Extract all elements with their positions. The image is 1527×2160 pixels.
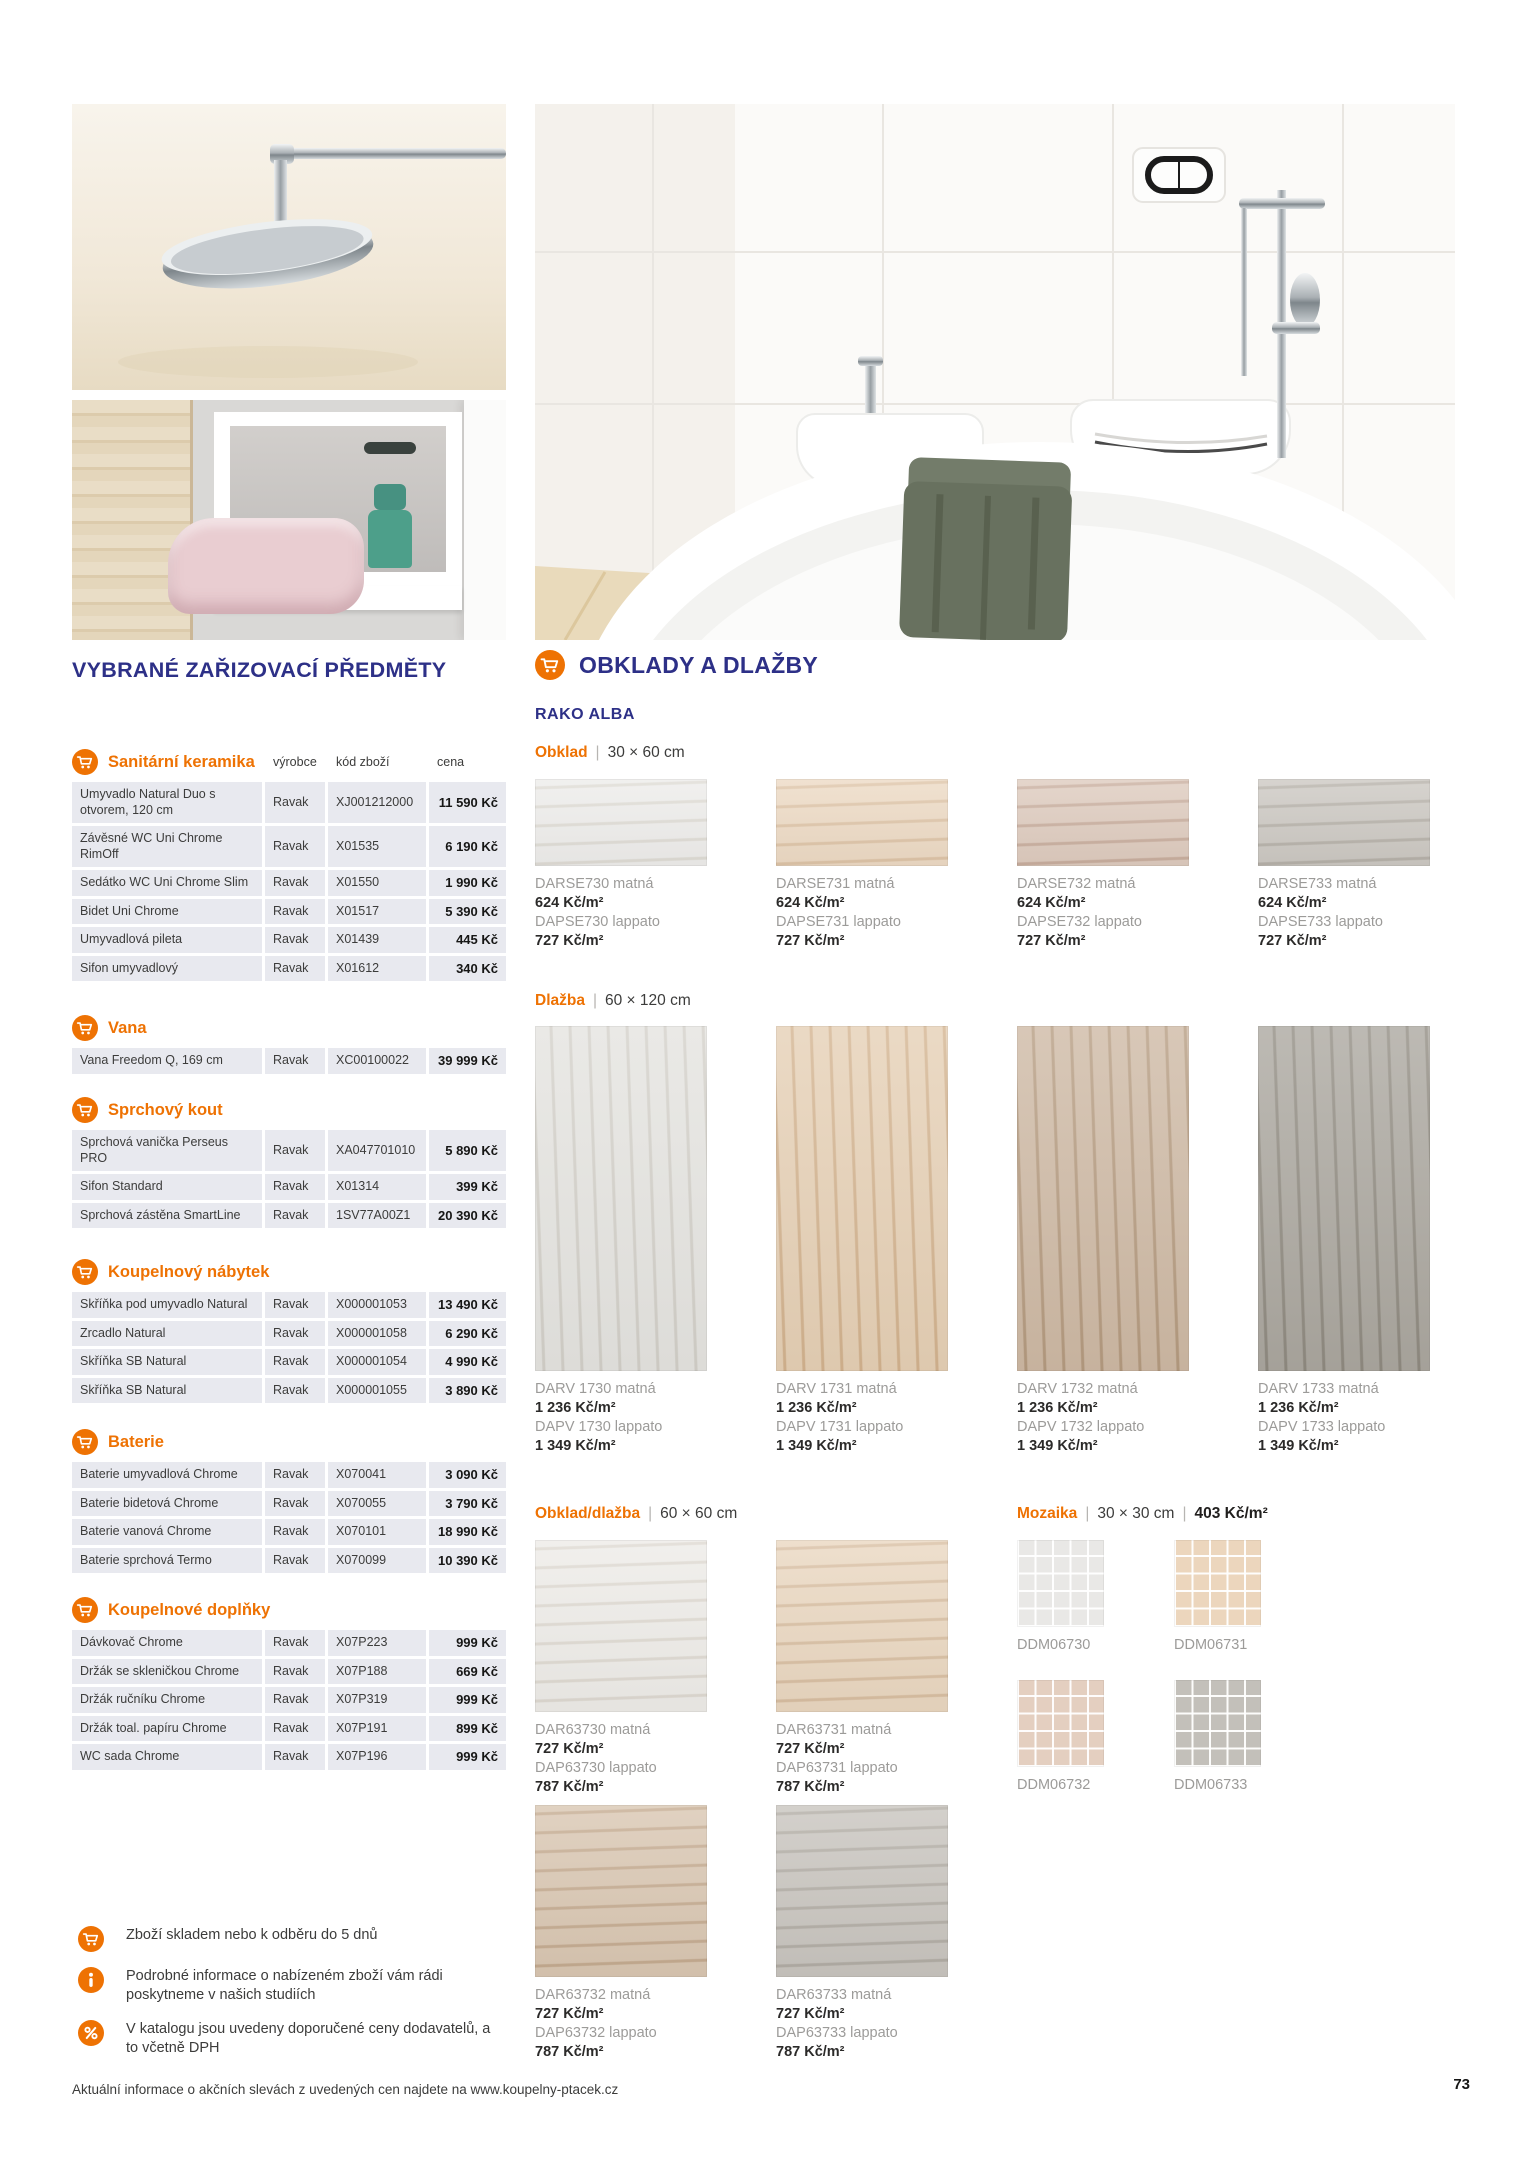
product-name: Sifon Standard xyxy=(72,1174,262,1200)
product-code: X070055 xyxy=(328,1491,426,1517)
photo-rain-shower xyxy=(72,104,506,390)
product-price: 11 590 Kč xyxy=(429,782,506,823)
tile-card xyxy=(776,1540,948,1797)
product-name: Vana Freedom Q, 169 cm xyxy=(72,1048,262,1074)
mosaic-row-2 xyxy=(1017,1680,1261,1795)
separator: | xyxy=(1085,1505,1090,1522)
product-code: X07P223 xyxy=(328,1630,426,1656)
product-manufacturer: Ravak xyxy=(265,1048,325,1074)
product-group-koupelnove-doplnky xyxy=(72,1596,506,1770)
cart-icon xyxy=(535,650,565,680)
mosaic-swatch xyxy=(1017,1680,1104,1767)
tile-price-lappato: 727 Kč/m² xyxy=(776,933,845,949)
legend-item-availability xyxy=(78,1926,558,1952)
product-price: 6 290 Kč xyxy=(429,1321,506,1347)
product-group-koupelnovy-nabytek xyxy=(72,1258,506,1403)
cart-icon xyxy=(72,1015,98,1041)
tile-price-lappato: 787 Kč/m² xyxy=(535,2044,604,2060)
product-name: Baterie sprchová Termo xyxy=(72,1548,262,1574)
table-row xyxy=(72,1378,506,1404)
mosaic-swatch xyxy=(1174,1540,1261,1627)
table-row xyxy=(72,927,506,953)
product-rows xyxy=(72,782,506,981)
product-manufacturer: Ravak xyxy=(265,899,325,925)
tile-code-matt: DAR63732 matná xyxy=(535,1987,651,2003)
tile-swatch xyxy=(776,1026,948,1371)
product-manufacturer: Ravak xyxy=(265,1716,325,1742)
product-manufacturer: Ravak xyxy=(265,1659,325,1685)
column-header-price: cena xyxy=(437,755,465,769)
product-price: 10 390 Kč xyxy=(429,1548,506,1574)
product-name: Držák se skleničkou Chrome xyxy=(72,1659,262,1685)
section-size: 60 × 60 cm xyxy=(660,1505,738,1522)
left-section-title: VYBRANÉ ZAŘIZOVACÍ PŘEDMĚTY xyxy=(72,658,447,682)
cart-icon xyxy=(72,1259,98,1285)
product-rows xyxy=(72,1048,506,1074)
pink-towel xyxy=(168,518,364,614)
tile-code-lappato: DAPSE730 lappato xyxy=(535,914,660,930)
table-row xyxy=(72,1519,506,1545)
separator: | xyxy=(595,744,600,761)
tile-code-matt: DARV 1732 matná xyxy=(1017,1381,1138,1397)
mosaic-code: DDM06732 xyxy=(1017,1777,1091,1793)
product-code: X07P319 xyxy=(328,1687,426,1713)
section-label: Mozaika xyxy=(1017,1505,1078,1522)
tile-price-lappato: 727 Kč/m² xyxy=(1258,933,1327,949)
product-price: 340 Kč xyxy=(429,956,506,982)
product-rows xyxy=(72,1130,506,1228)
section-heading-obklad-dlazba xyxy=(535,1505,737,1523)
product-price: 5 890 Kč xyxy=(429,1130,506,1171)
product-code: X01517 xyxy=(328,899,426,925)
tile-card xyxy=(1258,779,1430,951)
group-title: Koupelnový nábytek xyxy=(108,1262,270,1281)
product-code: X01314 xyxy=(328,1174,426,1200)
tile-swatch xyxy=(1017,779,1189,866)
tile-code-matt: DARSE733 matná xyxy=(1258,876,1377,892)
product-price: 18 990 Kč xyxy=(429,1519,506,1545)
product-name: Skříňka pod umyvadlo Natural xyxy=(72,1292,262,1318)
tile-swatch xyxy=(776,1540,948,1712)
product-manufacturer: Ravak xyxy=(265,1321,325,1347)
tile-row-obklad xyxy=(535,779,1430,951)
product-code: XA047701010 xyxy=(328,1130,426,1171)
photo-bathroom-scene xyxy=(535,104,1455,640)
product-rows xyxy=(72,1292,506,1403)
product-price: 999 Kč xyxy=(429,1687,506,1713)
tile-row-dlazba xyxy=(535,1026,1430,1456)
table-row xyxy=(72,1744,506,1770)
product-manufacturer: Ravak xyxy=(265,1462,325,1488)
product-name: Baterie umyvadlová Chrome xyxy=(72,1462,262,1488)
tile-code-lappato: DAP63731 lappato xyxy=(776,1760,898,1776)
tile-swatch xyxy=(535,1805,707,1977)
product-name: Držák toal. papíru Chrome xyxy=(72,1716,262,1742)
tile-code-lappato: DAPV 1730 lappato xyxy=(535,1419,663,1435)
product-name: Bidet Uni Chrome xyxy=(72,899,262,925)
white-cabinet xyxy=(464,400,506,640)
separator: | xyxy=(592,992,597,1009)
tile-row-od60-1 xyxy=(535,1540,948,1797)
product-manufacturer: Ravak xyxy=(265,956,325,982)
product-manufacturer: Ravak xyxy=(265,1203,325,1229)
tile-price-lappato: 787 Kč/m² xyxy=(535,1779,604,1795)
tile-code-matt: DARV 1733 matná xyxy=(1258,1381,1379,1397)
tile-price-lappato: 1 349 Kč/m² xyxy=(1017,1438,1098,1454)
product-price: 4 990 Kč xyxy=(429,1349,506,1375)
tile-price-lappato: 1 349 Kč/m² xyxy=(1258,1438,1339,1454)
tile-swatch xyxy=(1258,779,1430,866)
tile-swatch xyxy=(535,779,707,866)
group-title: Vana xyxy=(108,1018,147,1037)
product-code: XC00100022 xyxy=(328,1048,426,1074)
tile-card xyxy=(535,1026,707,1456)
table-row xyxy=(72,1174,506,1200)
tile-code-lappato: DAP63732 lappato xyxy=(535,2025,657,2041)
right-section-title xyxy=(535,650,818,680)
product-code: X000001053 xyxy=(328,1292,426,1318)
product-name: Umyvadlo Natural Duo s otvorem, 120 cm xyxy=(72,782,262,823)
table-row xyxy=(72,1321,506,1347)
tile-code-lappato: DAPSE733 lappato xyxy=(1258,914,1383,930)
tile-price-matt: 624 Kč/m² xyxy=(776,895,845,911)
product-name: Zrcadlo Natural xyxy=(72,1321,262,1347)
tile-price-lappato: 1 349 Kč/m² xyxy=(535,1438,616,1454)
tile-price-lappato: 727 Kč/m² xyxy=(1017,933,1086,949)
product-code: X01550 xyxy=(328,870,426,896)
mosaic-code: DDM06733 xyxy=(1174,1777,1248,1793)
tile-swatch xyxy=(1017,1026,1189,1371)
separator: | xyxy=(1182,1505,1187,1522)
product-name: Sprchová vanička Perseus PRO xyxy=(72,1130,262,1171)
tile-code-matt: DAR63731 matná xyxy=(776,1722,892,1738)
mosaic-swatch xyxy=(1174,1680,1261,1767)
table-row xyxy=(72,826,506,867)
product-name: Baterie bidetová Chrome xyxy=(72,1491,262,1517)
tile-code-matt: DARV 1731 matná xyxy=(776,1381,897,1397)
tile-card xyxy=(776,1805,948,2062)
group-title: Koupelnové doplňky xyxy=(108,1600,271,1619)
table-row xyxy=(72,1130,506,1171)
legend-text: V katalogu jsou uvedeny doporučené ceny dodavatelů, a to včetně DPH xyxy=(126,2021,491,2056)
product-code: X07P188 xyxy=(328,1659,426,1685)
product-price: 669 Kč xyxy=(429,1659,506,1685)
product-code: X07P191 xyxy=(328,1716,426,1742)
section-price: 403 Kč/m² xyxy=(1194,1505,1268,1522)
product-code: 1SV77A00Z1 xyxy=(328,1203,426,1229)
tile-card xyxy=(776,1026,948,1456)
green-jar xyxy=(368,510,412,568)
product-manufacturer: Ravak xyxy=(265,1548,325,1574)
section-label: Obklad xyxy=(535,744,588,761)
tile-price-lappato: 1 349 Kč/m² xyxy=(776,1438,857,1454)
dark-lid xyxy=(364,442,416,454)
column-header-manufacturer: výrobce xyxy=(273,755,317,769)
tile-price-matt: 624 Kč/m² xyxy=(1258,895,1327,911)
tile-price-matt: 727 Kč/m² xyxy=(535,1741,604,1757)
tile-price-lappato: 727 Kč/m² xyxy=(535,933,604,949)
tile-swatch xyxy=(776,1805,948,1977)
product-code: XJ001212000 xyxy=(328,782,426,823)
tile-code-matt: DARV 1730 matná xyxy=(535,1381,656,1397)
tile-code-lappato: DAPSE731 lappato xyxy=(776,914,901,930)
product-price: 899 Kč xyxy=(429,1716,506,1742)
green-jar-small xyxy=(374,484,406,510)
section-label: Obklad/dlažba xyxy=(535,1505,641,1522)
footer-note: Aktuální informace o akčních slevách z uvedených cen najdete na www.koupelny-ptacek.cz xyxy=(72,2082,619,2097)
product-code: X000001058 xyxy=(328,1321,426,1347)
product-price: 399 Kč xyxy=(429,1174,506,1200)
tile-price-matt: 727 Kč/m² xyxy=(535,2006,604,2022)
tile-code-lappato: DAPV 1733 lappato xyxy=(1258,1419,1386,1435)
table-row xyxy=(72,1687,506,1713)
product-manufacturer: Ravak xyxy=(265,1744,325,1770)
tile-card xyxy=(535,779,707,951)
product-name: Skříňka SB Natural xyxy=(72,1378,262,1404)
product-code: X000001054 xyxy=(328,1349,426,1375)
section-label: Dlažba xyxy=(535,992,585,1009)
table-row xyxy=(72,870,506,896)
table-row xyxy=(72,1716,506,1742)
tile-row-od60-2 xyxy=(535,1805,948,2062)
product-group-baterie xyxy=(72,1428,506,1573)
page-number: 73 xyxy=(1453,2076,1470,2093)
separator: | xyxy=(648,1505,653,1522)
product-manufacturer: Ravak xyxy=(265,826,325,867)
column-header-code: kód zboží xyxy=(336,755,390,769)
product-name: Baterie vanová Chrome xyxy=(72,1519,262,1545)
product-manufacturer: Ravak xyxy=(265,1349,325,1375)
product-manufacturer: Ravak xyxy=(265,1130,325,1171)
product-price: 999 Kč xyxy=(429,1630,506,1656)
product-code: X000001055 xyxy=(328,1378,426,1404)
product-price: 1 990 Kč xyxy=(429,870,506,896)
info-icon xyxy=(78,1967,104,1993)
product-manufacturer: Ravak xyxy=(265,1378,325,1404)
tile-code-lappato: DAP63730 lappato xyxy=(535,1760,657,1776)
tile-code-lappato: DAP63733 lappato xyxy=(776,2025,898,2041)
product-price: 5 390 Kč xyxy=(429,899,506,925)
right-section-title-text: OBKLADY A DLAŽBY xyxy=(579,651,819,678)
product-manufacturer: Ravak xyxy=(265,1174,325,1200)
tile-code-matt: DAR63733 matná xyxy=(776,1987,892,2003)
cart-icon xyxy=(72,1429,98,1455)
mosaic-swatch xyxy=(1017,1540,1104,1627)
tile-price-matt: 1 236 Kč/m² xyxy=(535,1400,616,1416)
mosaic-card xyxy=(1017,1680,1104,1795)
table-row xyxy=(72,956,506,982)
product-name: Sprchová zástěna SmartLine xyxy=(72,1203,262,1229)
product-name: WC sada Chrome xyxy=(72,1744,262,1770)
product-price: 999 Kč xyxy=(429,1744,506,1770)
group-title: Sanitární keramika xyxy=(108,752,255,771)
table-row xyxy=(72,1659,506,1685)
table-row xyxy=(72,1048,506,1074)
tile-code-matt: DARSE731 matná xyxy=(776,876,895,892)
tile-code-matt: DARSE730 matná xyxy=(535,876,654,892)
tile-code-matt: DARSE732 matná xyxy=(1017,876,1136,892)
tile-swatch xyxy=(776,779,948,866)
table-row xyxy=(72,1630,506,1656)
group-title: Sprchový kout xyxy=(108,1100,223,1119)
tile-price-matt: 624 Kč/m² xyxy=(535,895,604,911)
tile-price-lappato: 787 Kč/m² xyxy=(776,1779,845,1795)
group-title: Baterie xyxy=(108,1432,164,1451)
photo-bathroom-furniture xyxy=(72,400,506,640)
product-name: Umyvadlová pileta xyxy=(72,927,262,953)
table-row xyxy=(72,1349,506,1375)
tile-card xyxy=(1258,1026,1430,1456)
mosaic-code: DDM06730 xyxy=(1017,1637,1091,1653)
product-code: X070099 xyxy=(328,1548,426,1574)
mosaic-card xyxy=(1174,1680,1261,1795)
tile-price-matt: 727 Kč/m² xyxy=(776,1741,845,1757)
product-name: Závěsné WC Uni Chrome RimOff xyxy=(72,826,262,867)
tile-price-matt: 1 236 Kč/m² xyxy=(1017,1400,1098,1416)
tile-code-lappato: DAPV 1731 lappato xyxy=(776,1419,904,1435)
product-price: 20 390 Kč xyxy=(429,1203,506,1229)
product-price: 3 090 Kč xyxy=(429,1462,506,1488)
legend-text: Zboží skladem nebo k odběru do 5 dnů xyxy=(126,1927,378,1943)
mosaic-row-1 xyxy=(1017,1540,1261,1655)
product-name: Skříňka SB Natural xyxy=(72,1349,262,1375)
table-row xyxy=(72,1491,506,1517)
product-manufacturer: Ravak xyxy=(265,1519,325,1545)
product-name: Dávkovač Chrome xyxy=(72,1630,262,1656)
section-size: 30 × 60 cm xyxy=(607,744,685,761)
product-group-vana xyxy=(72,1014,506,1074)
tile-price-matt: 1 236 Kč/m² xyxy=(776,1400,857,1416)
product-price: 3 790 Kč xyxy=(429,1491,506,1517)
product-price: 39 999 Kč xyxy=(429,1048,506,1074)
brand-title: RAKO ALBA xyxy=(535,706,635,723)
legend-item-prices xyxy=(78,2020,558,2058)
table-row xyxy=(72,782,506,823)
tile-price-matt: 727 Kč/m² xyxy=(776,2006,845,2022)
cart-icon xyxy=(72,1597,98,1623)
tile-price-matt: 624 Kč/m² xyxy=(1017,895,1086,911)
tile-price-matt: 1 236 Kč/m² xyxy=(1258,1400,1339,1416)
legend xyxy=(78,1926,558,2058)
tile-card xyxy=(535,1540,707,1797)
tile-swatch xyxy=(535,1026,707,1371)
tile-code-matt: DAR63730 matná xyxy=(535,1722,651,1738)
product-code: X01535 xyxy=(328,826,426,867)
product-manufacturer: Ravak xyxy=(265,782,325,823)
percent-icon xyxy=(78,2020,104,2046)
legend-text: Podrobné informace o nabízeném zboží vám rádi poskytneme v našich studiích xyxy=(126,1968,443,2003)
product-name: Držák ručníku Chrome xyxy=(72,1687,262,1713)
product-name: Sedátko WC Uni Chrome Slim xyxy=(72,870,262,896)
product-rows xyxy=(72,1630,506,1770)
section-heading-dlazba xyxy=(535,992,691,1010)
table-row xyxy=(72,1462,506,1488)
cart-icon xyxy=(78,1926,104,1952)
tile-code-lappato: DAPV 1732 lappato xyxy=(1017,1419,1145,1435)
product-code: X070041 xyxy=(328,1462,426,1488)
cart-icon xyxy=(72,749,98,775)
product-manufacturer: Ravak xyxy=(265,1491,325,1517)
product-code: X070101 xyxy=(328,1519,426,1545)
cart-icon xyxy=(72,1097,98,1123)
product-code: X01612 xyxy=(328,956,426,982)
section-heading-obklad xyxy=(535,744,685,762)
product-group-sprchovy-kout xyxy=(72,1096,506,1228)
product-manufacturer: Ravak xyxy=(265,1630,325,1656)
section-heading-mozaika xyxy=(1017,1505,1268,1523)
product-manufacturer: Ravak xyxy=(265,927,325,953)
product-code: X01439 xyxy=(328,927,426,953)
product-code: X07P196 xyxy=(328,1744,426,1770)
tile-price-lappato: 787 Kč/m² xyxy=(776,2044,845,2060)
table-row xyxy=(72,1203,506,1229)
tile-card xyxy=(776,779,948,951)
tile-swatch xyxy=(1258,1026,1430,1371)
table-row xyxy=(72,899,506,925)
tile-card xyxy=(1017,779,1189,951)
tile-code-lappato: DAPSE732 lappato xyxy=(1017,914,1142,930)
product-rows xyxy=(72,1462,506,1573)
product-price: 13 490 Kč xyxy=(429,1292,506,1318)
tile-card xyxy=(1017,1026,1189,1456)
tile-card xyxy=(535,1805,707,2062)
product-price: 3 890 Kč xyxy=(429,1378,506,1404)
table-row xyxy=(72,1292,506,1318)
section-size: 60 × 120 cm xyxy=(605,992,691,1009)
table-row xyxy=(72,1548,506,1574)
product-name: Sifon umyvadlový xyxy=(72,956,262,982)
product-manufacturer: Ravak xyxy=(265,1687,325,1713)
product-price: 6 190 Kč xyxy=(429,826,506,867)
product-price: 445 Kč xyxy=(429,927,506,953)
mosaic-card xyxy=(1174,1540,1261,1655)
product-manufacturer: Ravak xyxy=(265,1292,325,1318)
section-size: 30 × 30 cm xyxy=(1097,1505,1175,1522)
legend-item-info xyxy=(78,1967,558,2005)
product-manufacturer: Ravak xyxy=(265,870,325,896)
product-group-sanitarni-keramika xyxy=(72,748,506,981)
mosaic-code: DDM06731 xyxy=(1174,1637,1248,1653)
tile-swatch xyxy=(535,1540,707,1712)
mosaic-card xyxy=(1017,1540,1104,1655)
